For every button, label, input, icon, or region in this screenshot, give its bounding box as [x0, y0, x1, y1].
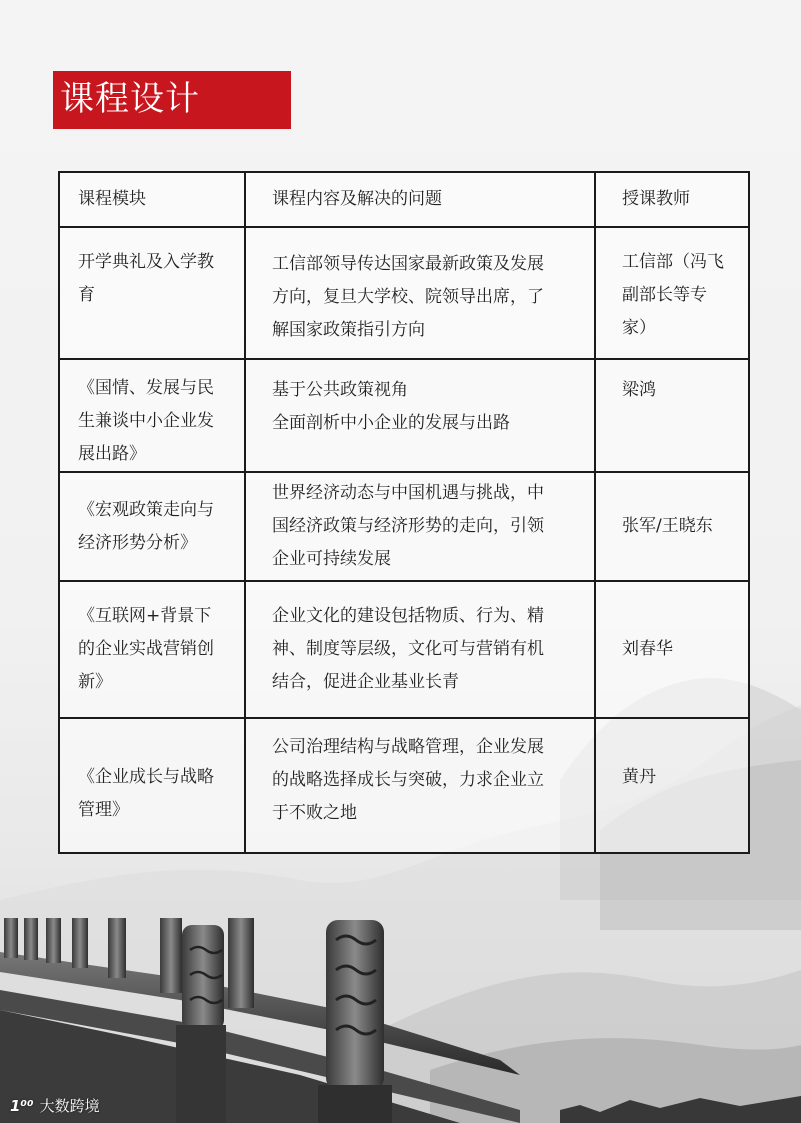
table-header-row — [59, 172, 749, 227]
watermark-logo-icon: 1⁰⁰ — [10, 1097, 34, 1115]
content-cell: 基于公共政策视角 全面剖析中小企业的发展与出路 — [245, 359, 595, 472]
module-cell: 开学典礼及入学教 育 — [59, 227, 245, 359]
watermark-text: 大数跨境 — [39, 1097, 100, 1115]
content-cell: 世界经济动态与中国机遇与挑战，中 国经济政策与经济形势的走向，引领 企业可持续发展 — [245, 472, 595, 581]
content-cell: 工信部领导传达国家最新政策及发展 方向，复旦大学校、院领导出席，了 解国家政策指引方向 — [245, 227, 595, 359]
teacher-cell: 黄丹 — [595, 718, 749, 853]
module-cell: 《互联网+背景下 的企业实战营销创 新》 — [59, 581, 245, 718]
teacher-cell: 梁鸿 — [595, 359, 749, 472]
header-cell-module: 课程模块 — [59, 172, 245, 227]
course-design-table — [58, 171, 750, 854]
table-row — [59, 581, 749, 718]
table-row — [59, 472, 749, 581]
table-row — [59, 227, 749, 359]
teacher-cell: 工信部（冯飞 副部长等专 家） — [595, 227, 749, 359]
stone-bridge-railing-illustration — [0, 860, 801, 1123]
header-cell-content: 课程内容及解决的问题 — [245, 172, 595, 227]
source-watermark — [10, 1096, 100, 1116]
teacher-cell: 刘春华 — [595, 581, 749, 718]
module-cell: 《企业成长与战略 管理》 — [59, 718, 245, 853]
header-cell-teacher: 授课教师 — [595, 172, 749, 227]
page-title: 课程设计 — [60, 79, 200, 119]
content-cell: 企业文化的建设包括物质、行为、精 神、制度等层级，文化可与营销有机 结合，促进企业基业长青 — [245, 581, 595, 718]
table-row — [59, 359, 749, 472]
module-cell: 《宏观政策走向与 经济形势分析》 — [59, 472, 245, 581]
teacher-cell: 张军/王晓东 — [595, 472, 749, 581]
table-row — [59, 718, 749, 853]
module-cell: 《国情、发展与民 生兼谈中小企业发 展出路》 — [59, 359, 245, 472]
content-cell: 公司治理结构与战略管理，企业发展 的战略选择成长与突破，力求企业立 于不败之地 — [245, 718, 595, 853]
